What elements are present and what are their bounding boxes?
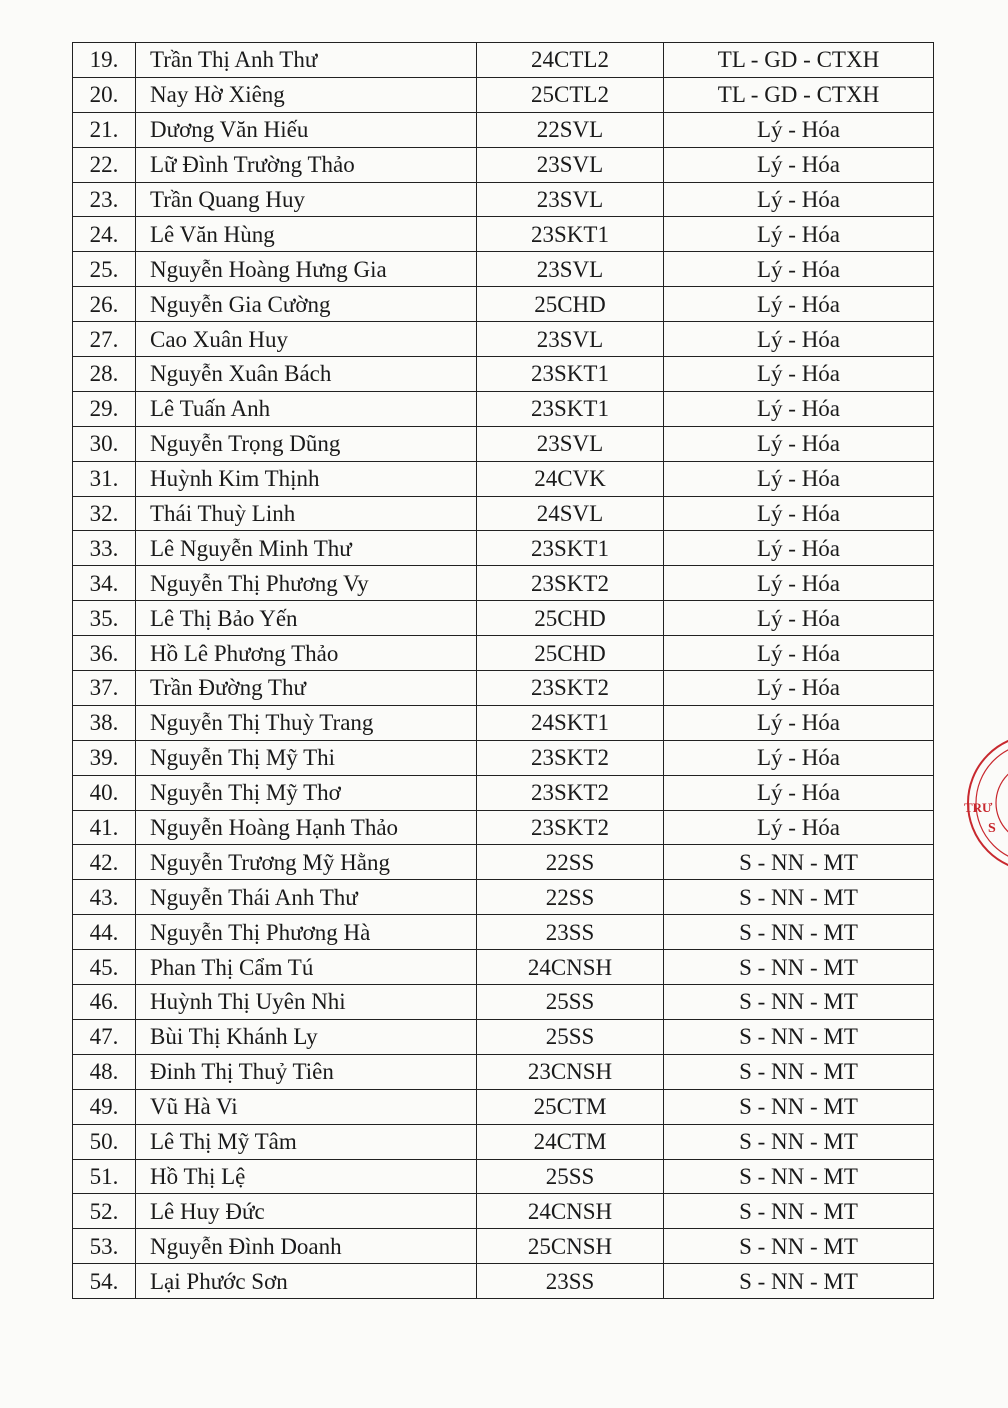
subject-group: Lý - Hóa [664, 671, 934, 706]
student-name: Trần Quang Huy [136, 182, 477, 217]
row-number: 54. [73, 1264, 136, 1299]
class-code: 23SKT1 [477, 357, 664, 392]
subject-group: Lý - Hóa [664, 705, 934, 740]
table-row [73, 43, 934, 78]
table-row [73, 740, 934, 775]
table-row [73, 671, 934, 706]
row-number: 25. [73, 252, 136, 287]
student-name: Hồ Thị Lệ [136, 1159, 477, 1194]
table-row [73, 1264, 934, 1299]
student-name: Vũ Hà Vi [136, 1089, 477, 1124]
row-number: 32. [73, 496, 136, 531]
student-name: Nay Hờ Xiêng [136, 77, 477, 112]
student-name: Dương Văn Hiếu [136, 112, 477, 147]
table-row [73, 182, 934, 217]
table-body [73, 43, 934, 1299]
class-code: 24CNSH [477, 1194, 664, 1229]
table-row [73, 496, 934, 531]
row-number: 42. [73, 845, 136, 880]
subject-group: Lý - Hóa [664, 322, 934, 357]
row-number: 47. [73, 1019, 136, 1054]
student-name: Lê Thị Mỹ Tâm [136, 1124, 477, 1159]
row-number: 45. [73, 950, 136, 985]
row-number: 33. [73, 531, 136, 566]
row-number: 44. [73, 915, 136, 950]
table-row [73, 845, 934, 880]
student-name: Nguyễn Xuân Bách [136, 357, 477, 392]
row-number: 23. [73, 182, 136, 217]
class-code: 24CVK [477, 461, 664, 496]
class-code: 23SKT2 [477, 566, 664, 601]
subject-group: S - NN - MT [664, 950, 934, 985]
student-name: Nguyễn Thái Anh Thư [136, 880, 477, 915]
subject-group: S - NN - MT [664, 1124, 934, 1159]
row-number: 19. [73, 43, 136, 78]
subject-group: Lý - Hóa [664, 810, 934, 845]
class-code: 23SVL [477, 426, 664, 461]
table-row [73, 1159, 934, 1194]
student-name: Thái Thuỳ Linh [136, 496, 477, 531]
class-code: 24CNSH [477, 950, 664, 985]
subject-group: S - NN - MT [664, 985, 934, 1020]
class-code: 23SKT2 [477, 740, 664, 775]
table-row [73, 810, 934, 845]
student-name: Nguyễn Thị Mỹ Thơ [136, 775, 477, 810]
table-row [73, 461, 934, 496]
row-number: 50. [73, 1124, 136, 1159]
student-name: Nguyễn Thị Phương Vy [136, 566, 477, 601]
student-name: Lữ Đình Trường Thảo [136, 147, 477, 182]
table-row [73, 1054, 934, 1089]
row-number: 51. [73, 1159, 136, 1194]
subject-group: S - NN - MT [664, 1264, 934, 1299]
subject-group: Lý - Hóa [664, 636, 934, 671]
subject-group: Lý - Hóa [664, 496, 934, 531]
row-number: 46. [73, 985, 136, 1020]
student-name: Nguyễn Đình Doanh [136, 1229, 477, 1264]
subject-group: Lý - Hóa [664, 147, 934, 182]
subject-group: S - NN - MT [664, 1019, 934, 1054]
class-code: 23CNSH [477, 1054, 664, 1089]
subject-group: Lý - Hóa [664, 287, 934, 322]
class-code: 25SS [477, 1019, 664, 1054]
table-row [73, 391, 934, 426]
table-row [73, 1089, 934, 1124]
red-seal-stamp-fragment [958, 728, 1008, 878]
student-name: Phan Thị Cẩm Tú [136, 950, 477, 985]
student-name: Lê Tuấn Anh [136, 391, 477, 426]
subject-group: Lý - Hóa [664, 252, 934, 287]
row-number: 31. [73, 461, 136, 496]
table-row [73, 147, 934, 182]
table-row [73, 775, 934, 810]
class-code: 23SS [477, 915, 664, 950]
row-number: 22. [73, 147, 136, 182]
class-code: 23SVL [477, 147, 664, 182]
row-number: 27. [73, 322, 136, 357]
class-code: 25CTM [477, 1089, 664, 1124]
table-row [73, 636, 934, 671]
class-code: 23SVL [477, 182, 664, 217]
class-code: 24CTL2 [477, 43, 664, 78]
table-row [73, 77, 934, 112]
subject-group: TL - GD - CTXH [664, 77, 934, 112]
class-code: 25CNSH [477, 1229, 664, 1264]
class-code: 23SKT2 [477, 775, 664, 810]
table-row [73, 985, 934, 1020]
student-name: Lê Nguyễn Minh Thư [136, 531, 477, 566]
class-code: 23SKT1 [477, 531, 664, 566]
class-code: 23SVL [477, 252, 664, 287]
row-number: 52. [73, 1194, 136, 1229]
subject-group: Lý - Hóa [664, 426, 934, 461]
student-name: Hồ Lê Phương Thảo [136, 636, 477, 671]
row-number: 30. [73, 426, 136, 461]
class-code: 25CHD [477, 287, 664, 322]
class-code: 22SS [477, 880, 664, 915]
subject-group: Lý - Hóa [664, 531, 934, 566]
row-number: 35. [73, 601, 136, 636]
row-number: 24. [73, 217, 136, 252]
student-name: Cao Xuân Huy [136, 322, 477, 357]
class-code: 23SKT1 [477, 391, 664, 426]
student-name: Huỳnh Kim Thịnh [136, 461, 477, 496]
class-code: 24SVL [477, 496, 664, 531]
class-code: 25CTL2 [477, 77, 664, 112]
table-row [73, 1229, 934, 1264]
row-number: 29. [73, 391, 136, 426]
row-number: 21. [73, 112, 136, 147]
student-list-table [72, 42, 934, 1299]
student-name: Lê Thị Bảo Yến [136, 601, 477, 636]
stamp-text-fragment: S [988, 821, 996, 836]
table-row [73, 566, 934, 601]
class-code: 22SS [477, 845, 664, 880]
row-number: 41. [73, 810, 136, 845]
subject-group: S - NN - MT [664, 915, 934, 950]
subject-group: Lý - Hóa [664, 217, 934, 252]
table-row [73, 601, 934, 636]
student-name: Nguyễn Gia Cường [136, 287, 477, 322]
subject-group: S - NN - MT [664, 1054, 934, 1089]
row-number: 38. [73, 705, 136, 740]
subject-group: Lý - Hóa [664, 182, 934, 217]
row-number: 20. [73, 77, 136, 112]
table-row [73, 322, 934, 357]
subject-group: S - NN - MT [664, 1229, 934, 1264]
table-row [73, 705, 934, 740]
class-code: 25SS [477, 1159, 664, 1194]
subject-group: Lý - Hóa [664, 391, 934, 426]
table-row [73, 880, 934, 915]
subject-group: S - NN - MT [664, 880, 934, 915]
table-row [73, 357, 934, 392]
row-number: 34. [73, 566, 136, 601]
student-name: Lại Phước Sơn [136, 1264, 477, 1299]
table-row [73, 1124, 934, 1159]
row-number: 53. [73, 1229, 136, 1264]
student-name: Lê Huy Đức [136, 1194, 477, 1229]
subject-group: Lý - Hóa [664, 566, 934, 601]
table-row [73, 1194, 934, 1229]
subject-group: Lý - Hóa [664, 775, 934, 810]
class-code: 25SS [477, 985, 664, 1020]
stamp-text-fragment: TRƯ [964, 800, 993, 815]
student-name: Trần Thị Anh Thư [136, 43, 477, 78]
row-number: 48. [73, 1054, 136, 1089]
row-number: 40. [73, 775, 136, 810]
class-code: 24SKT1 [477, 705, 664, 740]
table-row [73, 112, 934, 147]
class-code: 23SS [477, 1264, 664, 1299]
subject-group: S - NN - MT [664, 845, 934, 880]
table-row [73, 287, 934, 322]
row-number: 28. [73, 357, 136, 392]
row-number: 37. [73, 671, 136, 706]
student-name: Lê Văn Hùng [136, 217, 477, 252]
row-number: 36. [73, 636, 136, 671]
subject-group: Lý - Hóa [664, 601, 934, 636]
row-number: 43. [73, 880, 136, 915]
subject-group: Lý - Hóa [664, 740, 934, 775]
student-name: Nguyễn Thị Thuỳ Trang [136, 705, 477, 740]
student-name: Đinh Thị Thuỷ Tiên [136, 1054, 477, 1089]
table-row [73, 426, 934, 461]
class-code: 23SVL [477, 322, 664, 357]
table-row [73, 217, 934, 252]
class-code: 23SKT1 [477, 217, 664, 252]
student-name: Nguyễn Trọng Dũng [136, 426, 477, 461]
table-row [73, 252, 934, 287]
stamp-seal-icon [958, 728, 1008, 878]
class-code: 25CHD [477, 601, 664, 636]
subject-group: S - NN - MT [664, 1159, 934, 1194]
student-name: Nguyễn Trương Mỹ Hằng [136, 845, 477, 880]
student-name: Nguyễn Hoàng Hạnh Thảo [136, 810, 477, 845]
student-name: Bùi Thị Khánh Ly [136, 1019, 477, 1054]
class-code: 22SVL [477, 112, 664, 147]
subject-group: Lý - Hóa [664, 357, 934, 392]
class-code: 23SKT2 [477, 810, 664, 845]
row-number: 39. [73, 740, 136, 775]
student-name: Huỳnh Thị Uyên Nhi [136, 985, 477, 1020]
subject-group: S - NN - MT [664, 1194, 934, 1229]
subject-group: Lý - Hóa [664, 461, 934, 496]
row-number: 49. [73, 1089, 136, 1124]
class-code: 24CTM [477, 1124, 664, 1159]
table-row [73, 950, 934, 985]
student-name: Nguyễn Thị Mỹ Thi [136, 740, 477, 775]
subject-group: Lý - Hóa [664, 112, 934, 147]
row-number: 26. [73, 287, 136, 322]
subject-group: S - NN - MT [664, 1089, 934, 1124]
student-name: Trần Đường Thư [136, 671, 477, 706]
table-row [73, 915, 934, 950]
table-row [73, 531, 934, 566]
student-name: Nguyễn Hoàng Hưng Gia [136, 252, 477, 287]
class-code: 23SKT2 [477, 671, 664, 706]
subject-group: TL - GD - CTXH [664, 43, 934, 78]
class-code: 25CHD [477, 636, 664, 671]
table-row [73, 1019, 934, 1054]
student-name: Nguyễn Thị Phương Hà [136, 915, 477, 950]
